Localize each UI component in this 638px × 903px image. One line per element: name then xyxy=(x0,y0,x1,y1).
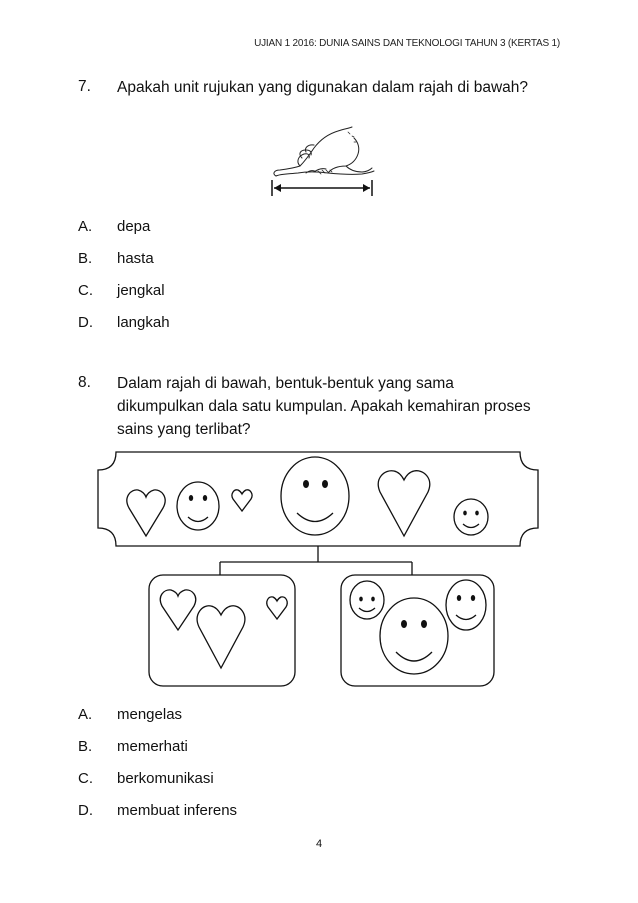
smiley-face xyxy=(281,457,349,535)
page-number: 4 xyxy=(315,838,323,850)
question-8-line-2: dikumpulkan dala satu kumpulan. Apakah kemahiran proses xyxy=(117,398,531,415)
heart-group-frame xyxy=(149,575,295,686)
q7-option-b-text: hasta xyxy=(117,250,154,267)
q8-option-d-text: membuat inferens xyxy=(117,802,238,819)
smiley-face xyxy=(454,499,488,535)
heart-shape xyxy=(160,590,195,630)
heart-shape xyxy=(197,606,245,668)
q8-option-d-letter: D. xyxy=(78,802,93,819)
smiley-face xyxy=(380,598,448,674)
question-7-number: 7. xyxy=(78,78,91,95)
face-group-frame xyxy=(341,575,494,686)
q7-option-d-letter: D. xyxy=(78,314,93,331)
q8-option-c-text: berkomunikasi xyxy=(117,770,214,787)
q8-option-c-letter: C. xyxy=(78,770,93,787)
q8-option-b-letter: B. xyxy=(78,738,93,755)
smiley-face xyxy=(350,581,384,619)
q7-option-b-letter: B. xyxy=(78,250,93,267)
q7-option-a-letter: A. xyxy=(78,218,93,235)
question-8-line-1: Dalam rajah di bawah, bentuk-bentuk yang sama xyxy=(117,375,454,392)
question-8-number: 8. xyxy=(78,374,91,391)
q8-option-b-text: memerhati xyxy=(117,738,188,755)
q7-option-d-text: langkah xyxy=(117,314,170,331)
heart-shape xyxy=(232,490,252,511)
heart-shape xyxy=(127,490,165,536)
q8-option-a-letter: A. xyxy=(78,706,93,723)
q7-option-a-text: depa xyxy=(117,218,151,235)
question-8-line-3: sains yang terlibat? xyxy=(117,421,251,438)
q7-option-c-text: jengkal xyxy=(117,282,165,299)
smiley-face xyxy=(446,580,486,630)
heart-shape xyxy=(378,471,429,536)
heart-shape xyxy=(267,597,287,619)
question-7-text: Apakah unit rujukan yang digunakan dalam rajah di bawah? xyxy=(117,79,529,96)
page-header: UJIAN 1 2016: DUNIA SAINS DAN TEKNOLOGI TAHUN 3 (KERTAS 1) xyxy=(254,38,560,49)
q7-option-c-letter: C. xyxy=(78,282,93,299)
smiley-face xyxy=(177,482,219,530)
q8-option-a-text: mengelas xyxy=(117,706,183,723)
